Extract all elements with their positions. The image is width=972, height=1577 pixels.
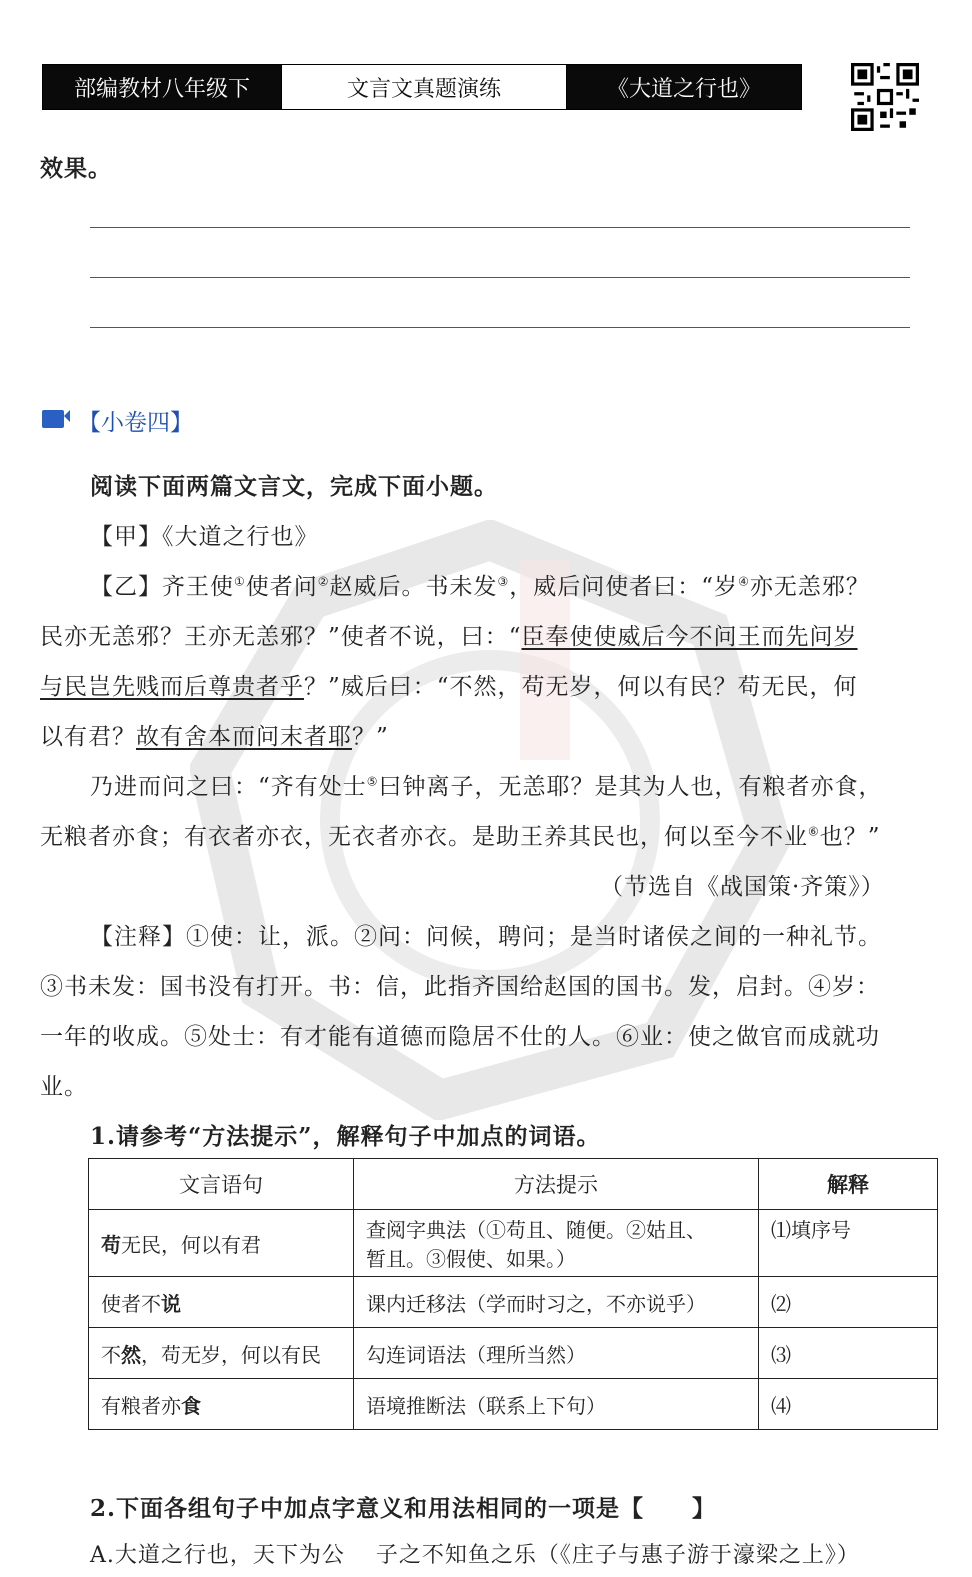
header-grade: 部编教材八年级下 <box>43 65 281 109</box>
column-header: 解释 <box>759 1159 938 1210</box>
instruction: 阅读下面两篇文言文，完成下面小题。 <box>90 473 498 500</box>
column-header: 方法提示 <box>354 1159 759 1210</box>
text-span: 使者问 <box>245 574 318 600</box>
text-span: 赵威后。书未发 <box>329 574 498 600</box>
dotted-word: 苟 <box>101 1232 121 1257</box>
sentence-cell <box>89 1379 354 1430</box>
option-a[interactable]: A.大道之行也，天下为公 子之不知鱼之乐（《庄子与惠子游于濠梁之上》） <box>90 1543 860 1568</box>
question-2: 2.下面各组句子中加点字意义和用法相同的一项是【 】 <box>90 1495 717 1522</box>
header-bar <box>42 64 802 110</box>
note-ref: ② <box>317 574 330 589</box>
answer-cell[interactable]: ⑴填序号 <box>759 1210 938 1277</box>
text-span: 无粮者亦食；有衣者亦衣，无衣者亦衣。是助王养其民也，何以至今不业 <box>40 824 808 850</box>
text-span: ，苟无岁，何以有民 <box>141 1342 321 1367</box>
text-span: 民亦无恙邪？王亦无恙邪？”使者不说，曰：“ <box>40 624 522 650</box>
note-ref: ④ <box>738 574 750 589</box>
column-header: 文言语句 <box>89 1159 354 1210</box>
section-title: 【小卷四】 <box>78 410 193 436</box>
answer-line[interactable] <box>90 327 910 328</box>
hint-cell: 勾连词语法（理所当然） <box>354 1328 759 1379</box>
text-span: ，威后问使者曰：“岁 <box>509 574 739 600</box>
underlined-sentence: 臣奉使使威后今不问王而先问岁 <box>521 624 858 650</box>
text-yi-line-4 <box>40 718 389 751</box>
note-ref: ① <box>234 574 246 589</box>
dotted-word: 然 <box>121 1342 141 1367</box>
source-citation: （节选自《战国策·齐策》） <box>600 874 885 900</box>
section-heading <box>40 404 193 437</box>
table-row <box>89 1328 938 1379</box>
notes-line-2: ③书未发：国书没有打开。书：信，此指齐国给赵国的国书。发，启封。④岁： <box>40 974 880 1000</box>
answer-cell[interactable]: ⑶ <box>759 1328 938 1379</box>
text-jia-title: 【甲】《大道之行也》 <box>90 524 319 550</box>
hint-cell <box>354 1210 759 1277</box>
text-span: ？”威后曰：“不然，苟无岁，何以有民？苟无民，何 <box>304 674 858 700</box>
answer-line[interactable] <box>90 227 910 228</box>
notes-line-3: 一年的收成。⑤处士：有才能有道德而隐居不仕的人。⑥业：使之做官而成就功 <box>40 1024 880 1050</box>
bookmark-icon <box>40 408 70 434</box>
answer-line[interactable] <box>90 277 910 278</box>
text-span: 有粮者亦 <box>101 1393 181 1418</box>
dotted-word: 食 <box>181 1393 201 1418</box>
notes-line-4: 业。 <box>40 1074 88 1100</box>
text-yi-line-6 <box>40 818 881 851</box>
text-yi-line-3 <box>40 668 858 701</box>
answer-cell[interactable]: ⑷ <box>759 1379 938 1430</box>
table-row <box>89 1210 938 1277</box>
sentence-cell <box>89 1210 354 1277</box>
qr-code-icon[interactable] <box>851 63 919 131</box>
text-yi-line-1 <box>90 568 870 601</box>
sentence-cell <box>89 1277 354 1328</box>
note-ref: ③ <box>497 574 510 589</box>
sentence-cell <box>89 1328 354 1379</box>
text-span: 无民，何以有君 <box>121 1232 261 1257</box>
table-header-row <box>89 1159 938 1210</box>
text-span: ？” <box>352 724 389 750</box>
dotted-word: 说 <box>161 1291 181 1316</box>
note-ref: ⑤ <box>366 774 379 789</box>
underlined-sentence: 与民岂先贱而后尊贵者乎 <box>40 674 304 700</box>
text-span: 暂且。③假使、如果。） <box>366 1247 576 1271</box>
table-row <box>89 1379 938 1430</box>
notes-line-1: 【注释】①使：让，派。②问：问候，聘问；是当时诸侯之间的一种礼节。 <box>90 924 882 950</box>
text-span: 乃进而问之曰：“齐有处士 <box>90 774 367 800</box>
header-lesson: 《大道之行也》 <box>567 65 801 109</box>
continued-text: 效果。 <box>40 155 112 182</box>
text-span: 使者不 <box>101 1291 161 1316</box>
text-span: 也？” <box>819 824 881 850</box>
vocab-table <box>88 1158 938 1430</box>
text-span: 查阅字典法（①苟且、随便。②姑且、 <box>366 1218 706 1242</box>
text-span: 【乙】齐王使 <box>90 574 234 600</box>
question-1: 1.请参考“方法提示”，解释句子中加点的词语。 <box>90 1123 601 1150</box>
hint-cell: 课内迁移法（学而时习之，不亦说乎） <box>354 1277 759 1328</box>
note-ref: ⑥ <box>808 824 820 839</box>
text-span: 以有君？ <box>40 724 136 750</box>
text-yi-line-2 <box>40 618 858 651</box>
text-span: 亦无恙邪？ <box>749 574 870 600</box>
text-yi-line-5 <box>90 768 883 801</box>
answer-cell[interactable]: ⑵ <box>759 1277 938 1328</box>
header-topic: 文言文真题演练 <box>281 65 567 109</box>
text-span: 曰钟离子，无恙耶？是其为人也，有粮者亦食， <box>378 774 883 800</box>
underlined-sentence: 故有舍本而问末者耶 <box>136 724 352 750</box>
table-row <box>89 1277 938 1328</box>
hint-cell: 语境推断法（联系上下句） <box>354 1379 759 1430</box>
text-span: 不 <box>101 1342 121 1367</box>
